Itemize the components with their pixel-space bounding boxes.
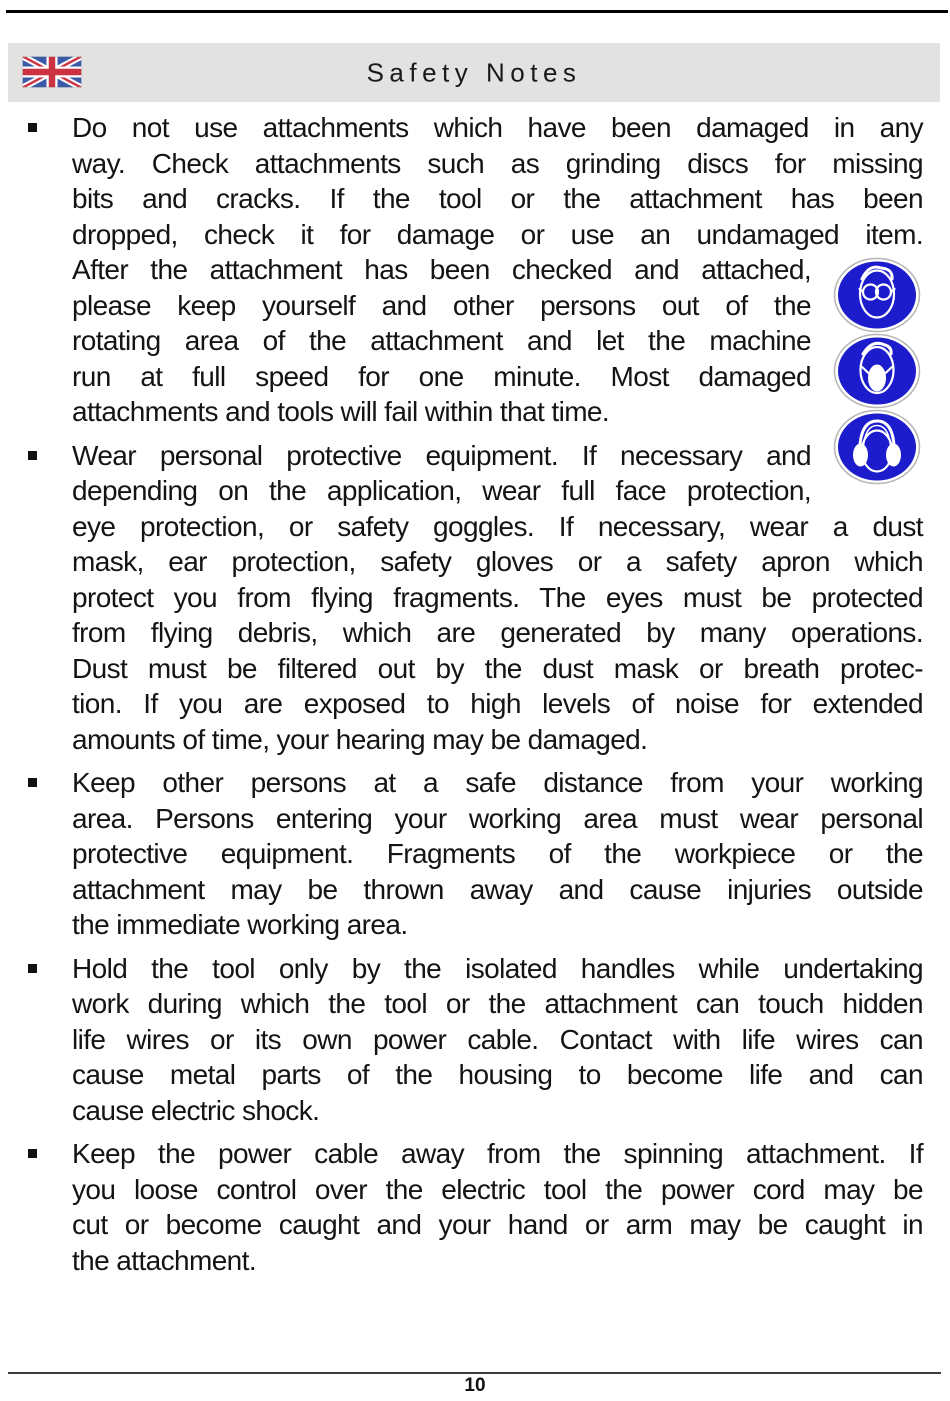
text-line: attachments and tools will fail within that time.	[72, 396, 610, 427]
bullet-item	[0, 1136, 950, 1278]
text-line: the immediate working area.	[72, 909, 408, 940]
text-line: rotating area of the attachment and let the machine	[72, 325, 811, 356]
text-line: Wear personal protective equipment. If necessary and	[72, 439, 811, 471]
text-line: eye protection, or safety goggles. If necessary, wear a dust	[72, 510, 923, 542]
text-line: bits and cracks. If the tool or the attachment has been	[72, 183, 923, 214]
text-line: depending on the application, wear full face protection,	[72, 475, 811, 506]
text-line: area. Persons entering your working area must wear personal	[72, 802, 923, 834]
text-line: from flying debris, which are generated by many operations.	[72, 617, 923, 648]
footer-rule	[8, 1372, 941, 1374]
bullet-item	[0, 438, 950, 758]
bullet-marker-icon	[28, 1149, 37, 1158]
dust-mask-icon	[833, 333, 921, 409]
text-line: cut or become caught and your hand or arm may be caught in	[72, 1209, 923, 1240]
text-line: dropped, check it for damage or use an undamaged item.	[72, 218, 923, 250]
eye-protection-icon	[833, 257, 921, 333]
safety-icon-stack	[833, 257, 921, 485]
text-line: work during which the tool or the attachment can touch hidden	[72, 988, 923, 1019]
bullet-marker-icon	[28, 451, 37, 460]
text-line: Do not use attachments which have been damaged in any	[72, 112, 923, 143]
text-line: attachment may be thrown away and cause injuries outside	[72, 873, 923, 905]
text-line: life wires or its own power cable. Contact with life wires can	[72, 1023, 923, 1055]
safety-notes-list	[0, 110, 950, 1286]
text-line: please keep yourself and other persons out of the	[72, 289, 811, 321]
text-line: Keep other persons at a safe distance from your working	[72, 767, 923, 798]
bullet-item	[0, 765, 950, 943]
ear-protection-icon	[833, 409, 921, 485]
text-line: you loose control over the electric tool the power cord may be	[72, 1173, 923, 1205]
bullet-marker-icon	[28, 964, 37, 973]
text-line: cause metal parts of the housing to become life and can	[72, 1059, 923, 1090]
page-title: Safety Notes	[366, 57, 582, 87]
text-line: tion. If you are exposed to high levels of noise for extended	[72, 688, 923, 719]
text-line: the attachment.	[72, 1244, 257, 1276]
bullet-marker-icon	[28, 778, 37, 787]
text-line: mask, ear protection, safety gloves or a safety apron which	[72, 546, 923, 577]
page-number: 10	[464, 1375, 486, 1396]
text-line: amounts of time, your hearing may be damaged.	[72, 723, 648, 755]
header-bar	[8, 43, 940, 102]
top-rule	[6, 10, 948, 13]
text-line: Hold the tool only by the isolated handles while undertaking	[72, 952, 923, 984]
bullet-item	[0, 951, 950, 1129]
bullet-item	[0, 110, 950, 430]
bullet-marker-icon	[28, 123, 37, 132]
text-line: After the attachment has been checked and attached,	[72, 254, 811, 285]
text-line: protective equipment. Fragments of the workpiece or the	[72, 838, 923, 869]
text-line: run at full speed for one minute. Most damaged	[72, 360, 811, 392]
text-line: Keep the power cable away from the spinning attachment. If	[72, 1138, 923, 1169]
text-line: Dust must be filtered out by the dust mask or breath protec-	[72, 652, 923, 684]
text-line: cause electric shock.	[72, 1094, 320, 1126]
text-line: way. Check attachments such as grinding discs for missing	[72, 147, 923, 179]
text-line: protect you from flying fragments. The eyes must be protected	[72, 581, 923, 613]
